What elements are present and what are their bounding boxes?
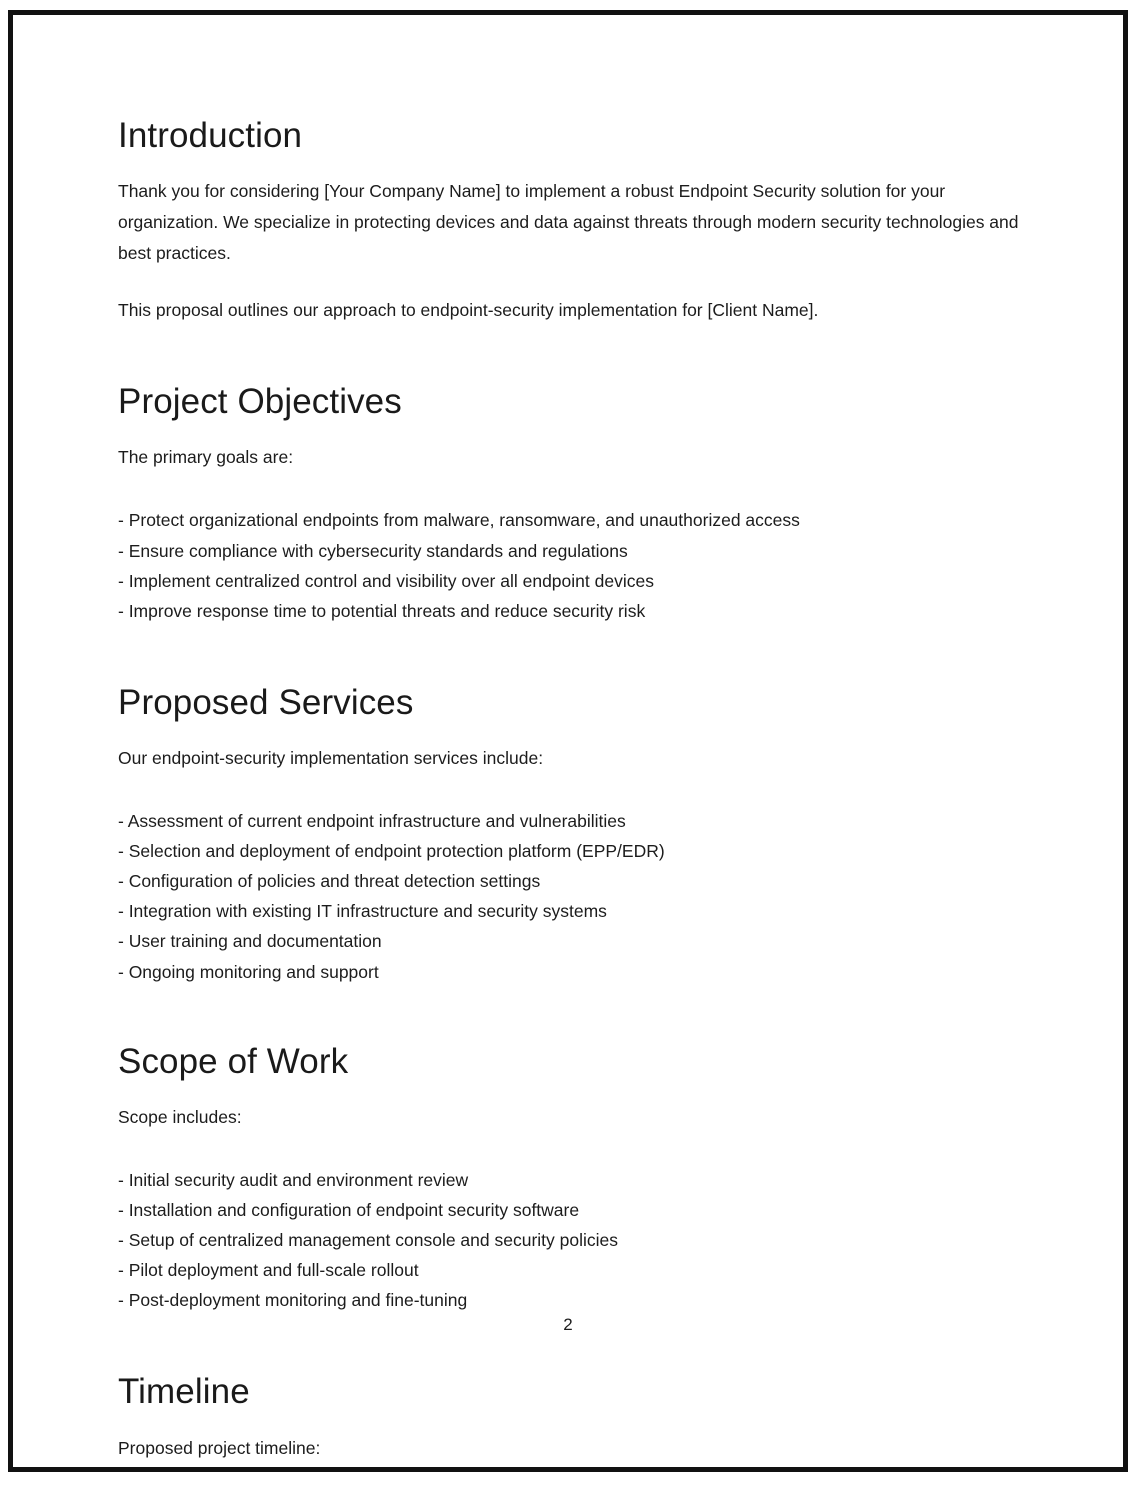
list-item: - Protect organizational endpoints from malware, ransomware, and unauthorized access <box>118 510 800 531</box>
project-objectives-list <box>118 473 1023 625</box>
list-item: - Integration with existing IT infrastructure and security systems <box>118 901 607 922</box>
list-item: - Selection and deployment of endpoint protection platform (EPP/EDR) <box>118 841 665 862</box>
scope-of-work-intro: Scope includes: <box>118 1106 242 1127</box>
section-proposed-services <box>118 626 1023 987</box>
page-number: 2 <box>563 1315 573 1334</box>
list-item: - Ongoing monitoring and support <box>118 961 379 982</box>
list-item: - Assessment of current endpoint infrastructure and vulnerabilities <box>118 811 626 832</box>
section-project-objectives <box>118 326 1023 626</box>
heading-scope-of-work: Scope of Work <box>118 1041 349 1081</box>
list-item: - Implement centralized control and visibility over all endpoint devices <box>118 570 654 591</box>
list-item: - User training and documentation <box>118 931 382 952</box>
page-content-area <box>13 15 1123 1467</box>
scope-of-work-list <box>118 1133 1023 1315</box>
document-body <box>118 115 1023 1464</box>
introduction-paragraph-2-wrap <box>118 269 1023 326</box>
section-introduction <box>118 115 1023 326</box>
list-item: - Ensure compliance with cybersecurity standards and regulations <box>118 540 628 561</box>
section-scope-of-work <box>118 987 1023 1316</box>
list-item: - Pilot deployment and full-scale rollout <box>118 1260 419 1281</box>
list-item: - Initial security audit and environment review <box>118 1169 469 1190</box>
heading-proposed-services: Proposed Services <box>118 682 414 722</box>
project-objectives-intro: The primary goals are: <box>118 447 294 468</box>
list-item: - Setup of centralized management console and security policies <box>118 1230 618 1251</box>
introduction-paragraph-1: Thank you for considering [Your Company Name] to implement a robust Endpoint Security solution for your organization. We specialize in protecting devices and data against threats through modern security technologies and best practices. <box>118 181 1019 264</box>
list-item: - Installation and configuration of endpoint security software <box>118 1200 580 1220</box>
list-item: - Configuration of policies and threat detection settings <box>118 871 541 892</box>
proposed-services-list <box>118 774 1023 987</box>
introduction-paragraph-1-wrap <box>118 156 1023 269</box>
heading-introduction: Introduction <box>118 116 303 155</box>
heading-timeline: Timeline <box>118 1372 250 1412</box>
introduction-paragraph-2: This proposal outlines our approach to endpoint-security implementation for [Client Name]. <box>118 300 819 321</box>
document-page <box>8 10 1128 1472</box>
heading-project-objectives: Project Objectives <box>118 382 402 422</box>
list-item: - Post-deployment monitoring and fine-tuning <box>118 1290 468 1311</box>
proposed-services-intro: Our endpoint-security implementation services include: <box>118 748 544 769</box>
timeline-intro: Proposed project timeline: <box>118 1437 321 1458</box>
list-item: - Improve response time to potential threats and reduce security risk <box>118 600 646 621</box>
section-timeline <box>118 1315 1023 1463</box>
